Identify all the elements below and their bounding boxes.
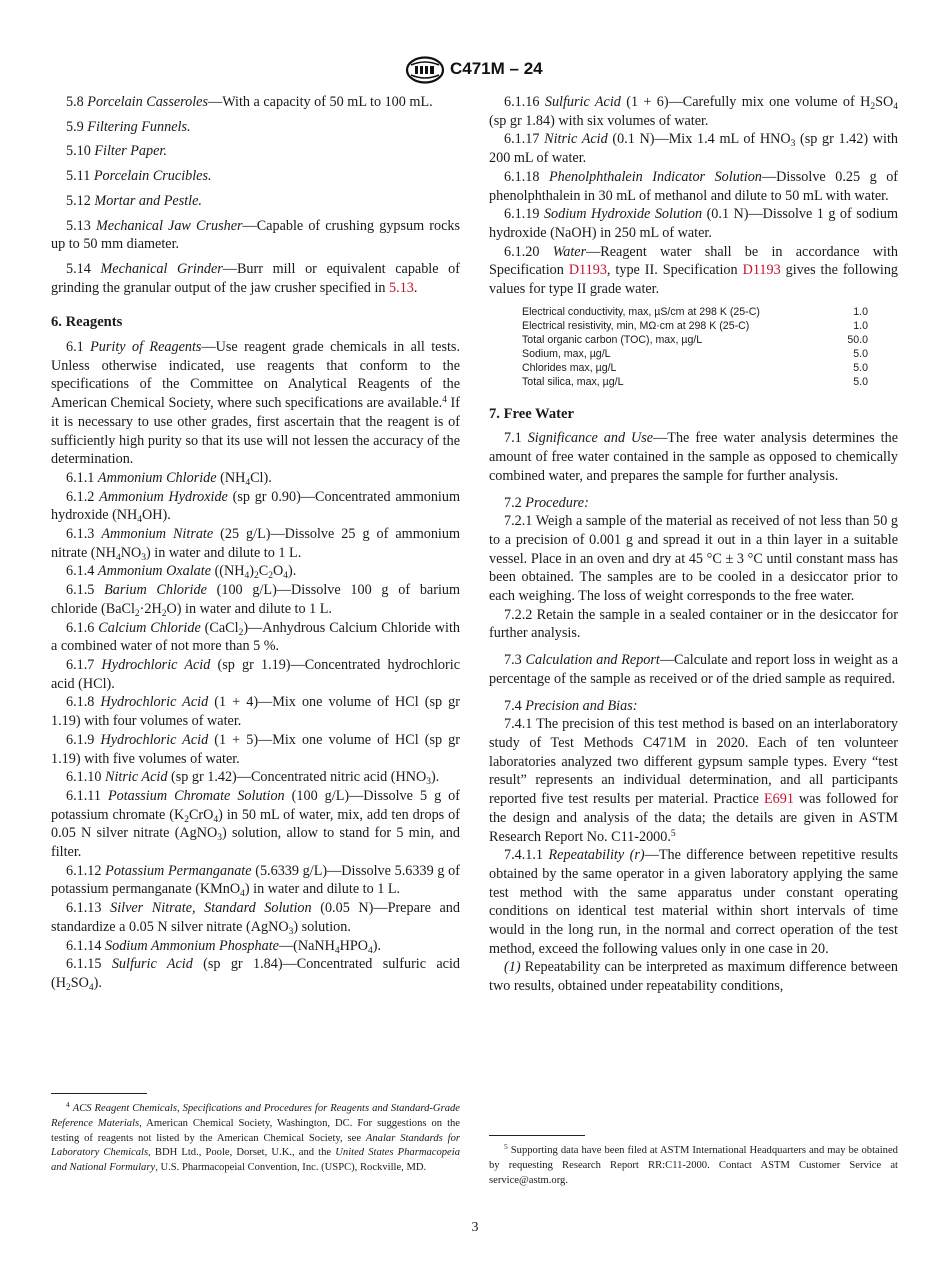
table-row: Electrical resistivity, min, MΩ·cm at 298 K (25-C) 1.0: [522, 319, 868, 332]
section-6-1-8: 6.1.8 Hydrochloric Acid (1 + 4)—Mix one volume of HCl (sp gr 1.19) with four volumes of water.: [51, 694, 460, 730]
table-row: Electrical conductivity, max, µS/cm at 298 K (25-C) 1.0: [522, 305, 868, 318]
section-6-1-6: 6.1.6 Calcium Chloride (CaCl$_2$)—Anhydrous Calcium Chloride with a combined water of not more than 5 %.: [51, 619, 460, 655]
section-6-1-1: 6.1.1 Ammonium Chloride $(NH_4Cl)$.: [66, 469, 272, 488]
ref-link-e691[interactable]: E691: [763, 791, 794, 808]
section-5-10: 5.10 Filter Paper.: [66, 143, 167, 160]
section-7-2-2: 7.2.2 Retain the sample in a sealed container or in the desiccator for further analysis.: [489, 606, 898, 642]
page-header: [0, 56, 950, 84]
table-row: Chlorides max, µg/L 5.0: [522, 361, 868, 374]
section-heading-reagents: 6. Reagents: [51, 314, 123, 331]
section-6-1-19: 6.1.19 Sodium Hydroxide Solution (0.1 N)—Dissolve 1 g of sodium hydroxide (NaOH) in 250 mL of water.: [489, 206, 899, 241]
footnote-ref-4[interactable]: 4: [442, 395, 447, 406]
section-6-1-3: 6.1.3 Ammonium Nitrate (25 g/L)—Dissolve 25 g of ammonium nitrate $(NH_4NO_3)$ in water and dilute to 1 L.: [51, 526, 460, 563]
section-7-4-1: 7.4.1 The precision of this test method is based on an interlaboratory study of Test Methods C471M in 2020. Each of ten volunteer laboratories analyzed two different gypsum sample types. Every “test result” represents an individual determination, and all participants reported five test results per material. Practice E691 was followed for the design and analysis of the data; the details are given in ASTM Research Report No. C11-2000.$^5$: [489, 716, 898, 845]
section-7-2: 7.2 Procedure:: [504, 494, 589, 511]
table-row: Sodium, max, µg/L 5.0: [522, 347, 868, 360]
section-5-11: 5.11 Porcelain Crucibles.: [66, 168, 212, 185]
section-6-1-18: 6.1.18 Phenolphthalein Indicator Solution—Dissolve 0.25 g of phenolphthalein in 30 mL of methanol and dilute to 50 mL with water.: [489, 168, 899, 204]
section-7-2-1: 7.2.1 Weigh a sample of the material as received of not less than 50 g to a precision of 0.001 g and spread it out in a thin layer in a suitable vessel. Place in an oven and dry at 45 °C ± 3 °C until constant mass has been obtained. The samples are to be cooled in a desiccator prior to each weighing. The loss of weight corresponds to the free water.: [489, 513, 898, 605]
section-6-1-20: 6.1.20 Water—Reagent water shall be in accordance with Specification D1193, type II. Specification D1193 gives the following values for type II grade water.: [489, 243, 899, 298]
section-6-1-2: 6.1.2 Ammonium Hydroxide (sp gr 0.90)—Concentrated ammonium hydroxide $(NH_4OH)$.: [51, 488, 460, 526]
section-6-1-17: 6.1.17 Nitric Acid (0.1 N)—Mix 1.4 mL of $HNO_3$ (sp gr 1.42) with 200 mL of water.: [489, 131, 898, 167]
section-7-1: 7.1 Significance and Use—The free water analysis determines the amount of free water contained in the sample as opposed to chemically combined water, and prepares the sample for further analysis.: [489, 430, 899, 484]
right-column: [489, 93, 898, 996]
section-6-1-5: 6.1.5 Barium Chloride (100 g/L)—Dissolve 100 g of barium chloride $(BaCl_2\cdot 2H_2O)$ in water and dilute to 1 L.: [51, 582, 461, 619]
table-row: Total silica, max, µg/L 5.0: [522, 375, 868, 388]
section-6-1-10: 6.1.10 Nitric Acid (sp gr 1.42)—Concentrated nitric acid $(HNO_3)$.: [66, 769, 440, 788]
section-5-14: 5.14 Mechanical Grinder—Burr mill or equivalent capable of grinding the granular output of the jaw crusher specified in 5.13.: [51, 260, 460, 296]
section-5-13: 5.13 Mechanical Jaw Crusher—Capable of crushing gypsum rocks up to 50 mm diameter.: [51, 217, 461, 253]
section-5-12: 5.12 Mortar and Pestle.: [66, 192, 202, 209]
water-spec-table: [522, 305, 868, 389]
ref-link-d1193[interactable]: D1193: [568, 262, 607, 279]
footnote-divider: [489, 1135, 585, 1136]
section-7-4-1-1: 7.4.1.1 Repeatability (r)—The difference between repetitive results obtained by the same operator in a given laboratory applying the same test method with the same apparatus under constant operating conditions on identical test material within short intervals of time would in the long run, in the normal and correct operation of the test method, exceed the following values only in one case in 20.: [489, 847, 898, 957]
page-number: 3: [471, 1220, 479, 1235]
section-6-1-7: 6.1.7 Hydrochloric Acid (sp gr 1.19)—Concentrated hydrochloric acid (HCl).: [51, 656, 460, 692]
ref-link-5-13[interactable]: 5.13: [389, 279, 414, 296]
footnote-4: $^4$ ACS Reagent Chemicals, Specifications and Procedures for Reagents and Standard-Grade Reference Materials, American Chemical Society, Washington, DC. For suggestions on the testing of reagents not listed by the American Chemical Society, see Analar Standards for Laboratory Chemicals, BDH Ltd., Poole, Dorset, U.K., and the United States Pharmacopeia and National Formulary, U.S. Pharmacopeial Convention, Inc. (USPC), Rockville, MD.: [51, 1093, 460, 1176]
standard-designation: C471M – 24: [450, 59, 543, 78]
section-7-3: 7.3 Calculation and Report—Calculate and report loss in weight as a percentage of the sample as received or of the dried sample as required.: [489, 652, 898, 687]
section-6-1-12: 6.1.12 Potassium Permanganate (5.6339 g/L)—Dissolve 5.6339 g of potassium permanganate (KMnO$_4$) in water and dilute to 1 L.: [51, 862, 460, 900]
section-6-1-14: 6.1.14 Sodium Ammonium $Phosphate—(NaNH_4HPO_4)$.: [66, 937, 382, 956]
section-heading-free-water: 7. Free Water: [489, 405, 574, 422]
section-7-4: 7.4 Precision and Bias:: [504, 697, 638, 714]
ref-link-d1193-2[interactable]: D1193: [742, 262, 781, 279]
table-row: Total organic carbon (TOC), max, µg/L 50.0: [522, 333, 868, 346]
section-5-8: 5.8 Porcelain Casseroles—With a capacity of 50 mL to 100 mL.: [66, 94, 433, 110]
footnote-ref-5[interactable]: 5: [670, 828, 676, 839]
list-item: (1) Repeatability can be interpreted as maximum difference between two results, obtained under repeatability conditions,: [489, 959, 898, 995]
section-6-1-4: 6.1.4 Ammonium Oxalate $((NH_4)_2C_2O_4)$.: [66, 563, 297, 582]
footnote-5: $^5$ Supporting data have been filed at ASTM International Headquarters and may be obtained by requesting Research Report RR:C11-2000. Contact ASTM Customer Service at service@astm.org.: [489, 1135, 898, 1188]
section-6-1-13: 6.1.13 Silver Nitrate, Standard Solution (0.05 N)—Prepare and standardize a 0.05 N silver nitrate (AgNO$_3$) solution.: [51, 900, 460, 937]
footnote-divider: [51, 1093, 147, 1094]
section-6-1-11: 6.1.11 Potassium Chromate Solution (100 g/L)—Dissolve 5 g of potassium chromate $(K_2CrO_4)$ in 50 mL of water, mix, add ten drops of 0.05 N silver nitrate (AgNO$_3$) solution, allow to stand for 5 min, and filter.: [51, 787, 460, 861]
section-5-9: 5.9 Filtering Funnels.: [66, 118, 191, 135]
section-6-1-15: 6.1.15 Sulfuric Acid (sp gr 1.84)—Concentrated sulfuric acid $(H_2SO_4)$.: [51, 956, 461, 993]
astm-logo-icon: [405, 56, 445, 84]
left-column: [51, 93, 460, 993]
section-6-1: 6.1 Purity of Reagents—Use reagent grade chemicals in all tests. Unless otherwise indicated, use reagents that conform to the specifications of the Committee on Analytical Reagents of the American Chemical Society, where such specifications are available.$^4$ If it is necessary to use other grades, first ascertain that the reagent is of sufficiently high purity so that its use will not lessen the accuracy of the determination.: [51, 339, 461, 468]
section-6-1-16: 6.1.16 Sulfuric Acid (1 + 6)—Carefully mix one volume of $H_2SO_4$ (sp gr 1.84) with six volumes of water.: [489, 94, 899, 129]
section-6-1-9: 6.1.9 Hydrochloric Acid (1 + 5)—Mix one volume of HCl (sp gr 1.19) with five volumes of water.: [51, 731, 460, 767]
